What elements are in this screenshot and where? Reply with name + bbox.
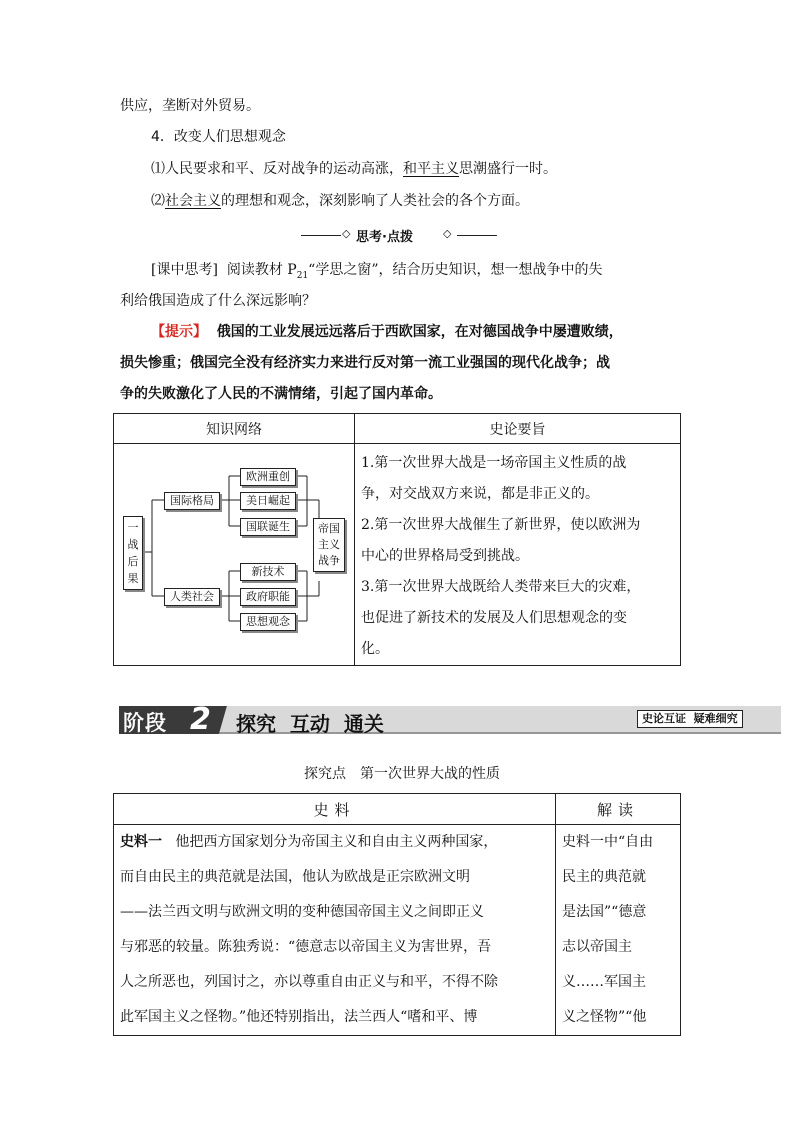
map-node-item: 美日崛起 (240, 492, 296, 510)
key-point-line: 化。 (361, 641, 389, 657)
term-socialism: 社会主义 (165, 193, 221, 209)
map-node-society: 人类社会 (164, 588, 220, 606)
hint-line-3: 争的失败激化了人民的不满情绪，引起了国内革命。 (120, 386, 442, 402)
hint-line-1: 俄国的工业发展远远落后于西欧国家，在对德国战争中屡遭败绩， (216, 324, 623, 340)
key-point-line: 也促进了新技术的发展及人们思想观念的变 (361, 610, 627, 626)
p2-prefix: ⑵ (151, 193, 165, 209)
hint-tag: 【提示】 (151, 324, 207, 340)
key-point-line: 2.第一次世界大战催生了新世界，使以欧洲为 (361, 517, 641, 533)
map-node-item: 国联诞生 (240, 518, 296, 536)
reading-line: 义之怪物”“他 (562, 1009, 647, 1025)
source-line: 与邪恶的较量。陈独秀说：“德意志以帝国主义为害世界，吾 (120, 939, 492, 955)
map-result-node: 帝国主义战争 (313, 518, 345, 572)
map-node-item: 欧洲重创 (240, 468, 296, 486)
p1-prefix: ⑴人民要求和平、反对战争的运动高涨， (151, 161, 403, 177)
intro-paragraph-1 (151, 159, 557, 179)
map-root-node: 一战后果 (123, 516, 143, 590)
header-knowledge-network: 知识网络 (114, 414, 355, 444)
sources-table (113, 793, 681, 1036)
reading-line: 义……军国主 (562, 974, 646, 990)
map-node-item: 政府职能 (240, 588, 296, 606)
source-line: 人之所恶也，列国讨之，亦以尊重自由正义与和平，不得不除 (120, 974, 498, 990)
hint-paragraph (151, 322, 623, 342)
stage-word: 阶段 (123, 711, 167, 735)
source-cell (114, 825, 556, 1036)
separator-rule-right (457, 235, 497, 236)
page-subscript: 21 (296, 270, 309, 281)
thinking-text-2: “学思之窗”，结合历史知识，想一想战争中的失 (308, 262, 603, 278)
header-reading: 解读 (556, 794, 681, 825)
separator-label: 思考·点拨 (356, 230, 413, 245)
reading-line: 是法国”“德意 (562, 904, 647, 920)
p2-suffix: 的理想和观念，深刻影响了人类社会的各个方面。 (221, 193, 529, 209)
thinking-text: 阅读教材 P (226, 262, 297, 278)
p1-suffix: 思潮盛行一时。 (459, 161, 557, 177)
reading-cell (556, 825, 681, 1036)
knowledge-map (114, 444, 353, 663)
key-point-line: 1.第一次世界大战是一场帝国主义性质的战 (361, 455, 627, 471)
reading-line: 志以帝国主 (562, 939, 632, 955)
source-line: ——法兰西文明与欧洲文明的变种德国帝国主义之间即正义 (120, 904, 484, 920)
intro-line: 供应，垄断对外贸易。 (120, 98, 260, 114)
source-line: 此军国主义之怪物。”他还特别指出，法兰西人“嗜和平、博 (120, 1009, 478, 1025)
key-point-line: 争，对交战双方来说，都是非正义的。 (361, 486, 599, 502)
diamond-icon: ◇ (342, 227, 351, 240)
key-point-line: 3.第一次世界大战既给人类带来巨大的灾难， (361, 579, 641, 595)
intro-paragraph-2 (151, 191, 529, 211)
stage-number: 2 (190, 702, 211, 737)
explore-title: 探究点 第一次世界大战的性质 (304, 766, 500, 782)
thinking-question (151, 260, 603, 286)
header-key-points: 史论要旨 (355, 414, 681, 444)
knowledge-map-cell (114, 444, 355, 666)
diamond-icon: ◇ (443, 227, 452, 240)
thinking-label: [课中思考] (151, 262, 218, 278)
stage-title: 探究 互动 通关 (236, 712, 384, 736)
reading-line: 民主的典范就 (562, 869, 646, 885)
header-sources: 史料 (114, 794, 556, 825)
source-line: 而自由民主的典范就是法国，他认为欧战是正宗欧洲文明 (120, 869, 470, 885)
source-text: 他把西方国家划分为帝国主义和自由主义两种国家， (175, 834, 498, 850)
source-line (114, 825, 555, 860)
hint-line-2: 损失惨重；俄国完全没有经济实力来进行反对第一流工业强国的现代化战争；战 (120, 355, 610, 371)
thinking-question-cont: 利给俄国造成了什么深远影响？ (120, 293, 316, 309)
key-point-line: 中心的世界格局受到挑战。 (361, 548, 529, 564)
map-node-item: 思想观念 (240, 613, 296, 631)
reading-line: 史料一中“自由 (562, 834, 654, 850)
map-node-item: 新技术 (240, 563, 296, 581)
key-points-cell (355, 444, 681, 666)
term-pacifism: 和平主义 (403, 161, 459, 177)
stage-banner (119, 702, 781, 737)
source-label: 史料一 (120, 834, 162, 850)
knowledge-table (113, 413, 681, 666)
section-heading: 4．改变人们思想观念 (151, 129, 286, 145)
section-separator (301, 227, 497, 243)
separator-rule-left (301, 235, 341, 236)
map-node-international: 国际格局 (164, 492, 220, 510)
stage-badge: 史论互证 疑难细究 (637, 710, 743, 728)
